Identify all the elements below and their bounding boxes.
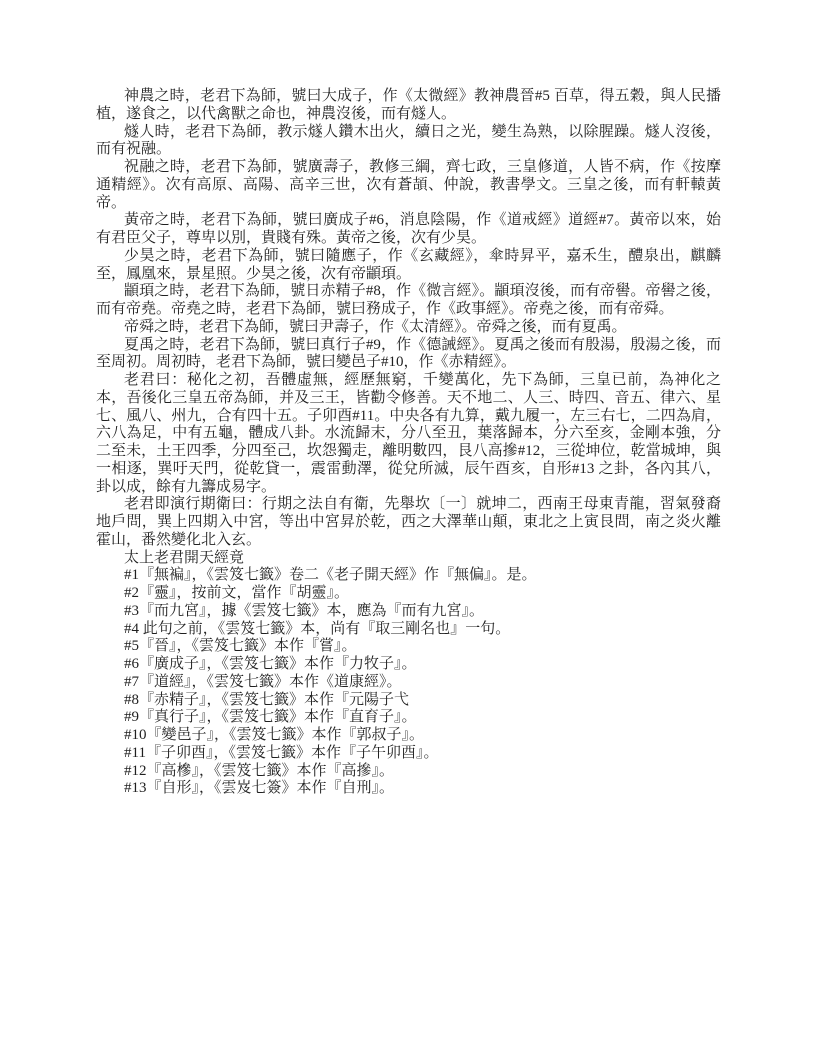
footnote-5: #5『晉』，《雲笈七籤》本作『嘗』。 (124, 638, 357, 655)
footnote-9: #9『真行子』，《雲笈七籤》本作『直育子』。 (124, 709, 417, 726)
document-content (96, 88, 721, 798)
body-paragraph: 老君即演行期衛曰：行期之法自有衛，先舉坎〔一〕就坤二，西南王母東青龍，習氣發裔地戶問，巽上四期入中宮，等出中宮昇於乾，西之大澤華山顛，東北之上寅艮問，南之炎火離霍山，番然變化北入玄。 (96, 496, 721, 548)
footnote-8: #8『赤精子』，《雲笈七籤》本作『元陽子弋 (124, 691, 410, 708)
footnote-6: #6『廣成子』，《雲笈七籤》本作『力牧子』。 (124, 656, 417, 672)
body-paragraph: 燧人時，老君下為師，教示燧人鑽木出火，續日之光，變生為熟，以除腥躁。燧人沒後，而有祝融。 (96, 123, 721, 158)
body-paragraph: 顓頊之時，老君下為師，號日赤精子#8，作《微言經》。顓頊沒後，而有帝嚳。帝嚳之後，而有帝堯。帝堯之時，老君下為師，號曰務成子，作《政事經》。帝堯之後，而有帝舜。 (96, 283, 721, 317)
body-paragraph: 黃帝之時，老君下為師，號曰廣成子#6，消息陰陽，作《道戒經》道經#7。黃帝以來，始有君臣父子，尊卑以別，貴賤有殊。黃帝之後，次有少昊。 (96, 212, 721, 246)
footnote-3: #3『而九宮』，據《雲笈七籤》本，應為『而有九宮』。 (124, 602, 485, 619)
body-paragraph: 夏禹之時，老君下為師，號曰真行子#9，作《德誡經》。夏禹之後而有殷湯，殷湯之後，而至周初。周初時，老君下為師，號曰變邑子#10，作《赤精經》。 (96, 336, 721, 371)
footnote-2: #2『靈』，按前文，當作『胡靈』。 (124, 585, 350, 601)
footnote-11: #11『子卯酉』，《雲笈七籤》本作『子午卯酉』。 (124, 744, 439, 761)
footnote-4: #4 此句之前，《雲笈七籤》本，尚有『取三剛名也』一句。 (124, 620, 511, 637)
body-paragraph: 帝舜之時，老君下為師，號曰尹壽子，作《太清經》。帝舜之後，而有夏禹。 (124, 318, 627, 335)
footnote-7: #7『道經』，《雲笈七籤》本作《道康經》。 (124, 673, 402, 690)
scripture-end-title: 太上老君開天經竟 (124, 549, 245, 566)
footnote-1: #1『無褊』，《雲笈七籤》卷二《老子開天經》作『無偏』。是。 (124, 567, 537, 584)
footnote-10: #10『變邑子』，《雲笈七籤》本作『郭叔子』。 (124, 727, 425, 743)
body-paragraph: 祝融之時，老君下為師，號廣壽子，教修三綱，齊七政，三皇修道，人皆不病，作《按摩通精經》。次有高原、高陽、高辛三世，次有蒼頡、仲說，教書學文。三皇之後，而有軒轅黃帝。 (96, 159, 721, 211)
body-paragraph: 少昊之時，老君下為師，號曰隨應子，作《玄藏經》，傘時昇平，嘉禾生，醴泉出，麒麟至，鳳凰來，景星照。少昊之後，次有帝顓頊。 (96, 247, 721, 282)
body-paragraph: 神農之時，老君下為師，號曰大成子，作《太微經》教神農晉#5 百草，得五穀，與人民播植，遂食之，以代禽獸之命也，神農沒後，而有燧人。 (96, 88, 721, 122)
footnote-13: #13『自形』，《雲岌七簽》本作『自刑』。 (124, 780, 395, 797)
body-paragraph: 老君曰：秘化之初，吾體虛無，經歷無窮，千變萬化，先下為師，三皇已前，為神化之本，吾後化三皇五帝為師，并及三王，皆勸令修善。天不地二、人三、時四、音五、律六、星七、風八、州九，合有四十五。子卯酉#11。中央各有九算，戴九履一，左三右七，二四為肩，六八為足，中有五龜，體成八卦。水流歸末，分八至丑，葉落歸本，分六至亥，金剛本強，分二至未，土王四季，分四至己，坎怨獨走，離明數四，艮八高摻#12，三從坤位，乾當城坤，與一相逐，巽吁天門，從乾貸一，震雷動澤，從兌所滅，辰午酉亥，自形#13 之卦，各內其八，卦以成，餘有九籌成易字。 (96, 372, 721, 495)
footnote-12: #12『高槮』，《雲笈七籤》本作『高摻』。 (124, 762, 395, 779)
